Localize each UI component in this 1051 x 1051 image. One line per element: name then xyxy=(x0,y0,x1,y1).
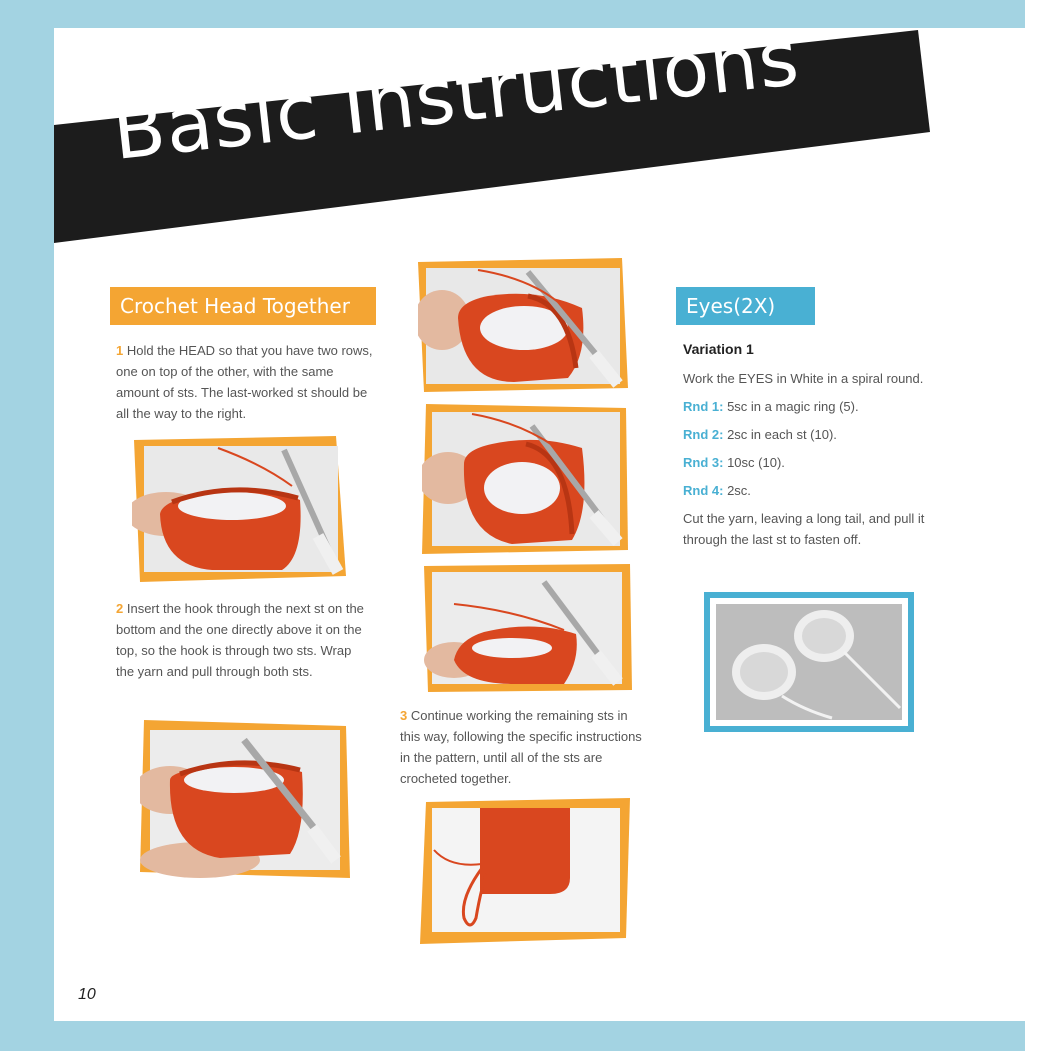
round-label: Rnd 2: xyxy=(683,427,724,442)
round-2 xyxy=(683,424,928,445)
round-3 xyxy=(683,452,928,473)
section-heading-eyes: Eyes(2X) xyxy=(676,287,815,325)
round-1 xyxy=(683,396,928,417)
step-number: 2 xyxy=(116,601,124,616)
round-4 xyxy=(683,480,928,501)
round-label: Rnd 4: xyxy=(683,483,724,498)
round-label: Rnd 1: xyxy=(683,399,724,414)
photo-step-2-wrap-yarn xyxy=(422,404,632,554)
photo-step-1-crochet-head xyxy=(132,436,350,582)
step-1-text xyxy=(116,340,376,424)
title-banner xyxy=(0,0,1051,260)
photo-step-2-hook-through-stitches xyxy=(418,258,630,392)
step-2-text xyxy=(116,598,366,682)
step-number: 1 xyxy=(116,343,124,358)
round-text: 2sc. xyxy=(727,483,751,498)
photo-step-2-pull-through xyxy=(424,564,632,692)
page-number: 10 xyxy=(78,986,96,1003)
step-number: 3 xyxy=(400,708,408,723)
eyes-intro: Work the EYES in White in a spiral round. xyxy=(683,371,924,386)
photo-step-2-insert-hook xyxy=(140,720,352,880)
photo-step-3-crocheted-together xyxy=(420,798,632,944)
step-description: Hold the HEAD so that you have two rows, one on top of the other, with the same amount of sts. The last-worked st should be all the way to the right. xyxy=(116,343,373,421)
photo-finished-eyes xyxy=(704,592,914,732)
step-description: Continue working the remaining sts in this way, following the specific instructions in the pattern, until all of the sts are crocheted together. xyxy=(400,708,642,786)
round-label: Rnd 3: xyxy=(683,455,724,470)
eyes-instructions xyxy=(683,338,928,557)
round-text: 10sc (10). xyxy=(727,455,785,470)
eyes-finish: Cut the yarn, leaving a long tail, and pull it through the last st to fasten off. xyxy=(683,511,925,547)
page-frame-bottom xyxy=(0,1021,1051,1051)
page-title: Basic Instructions xyxy=(108,12,804,177)
step-description: Insert the hook through the next st on the bottom and the one directly above it on the top, so the hook is through two sts. Wrap the yarn and pull through both sts. xyxy=(116,601,364,679)
round-text: 2sc in each st (10). xyxy=(727,427,837,442)
variation-title: Variation 1 xyxy=(683,341,754,357)
section-heading-crochet-head-together: Crochet Head Together xyxy=(110,287,376,325)
step-3-text xyxy=(400,705,645,789)
round-text: 5sc in a magic ring (5). xyxy=(727,399,859,414)
